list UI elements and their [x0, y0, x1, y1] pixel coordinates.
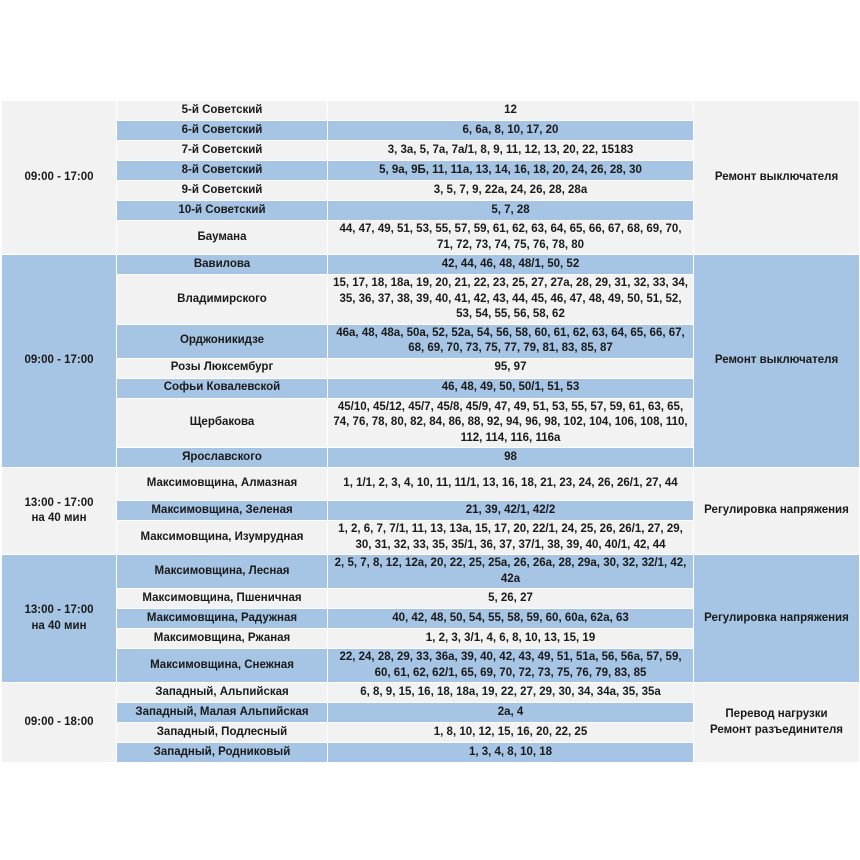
time-cell: 09:00 - 18:00 [2, 683, 117, 763]
street-cell: Щербакова [117, 398, 328, 448]
time-cell: 13:00 - 17:00 на 40 мин [2, 555, 117, 683]
houses-cell: 98 [328, 448, 694, 468]
houses-cell: 6, 8, 9, 15, 16, 18, 18а, 19, 22, 27, 29, 30, 34, 34а, 35, 35а [328, 683, 694, 703]
houses-cell: 3, 3а, 5, 7а, 7а/1, 8, 9, 11, 12, 13, 20, 22, 15183 [328, 141, 694, 161]
houses-cell: 21, 39, 42/1, 42/2 [328, 501, 694, 521]
houses-cell: 1, 3, 4, 8, 10, 18 [328, 743, 694, 763]
street-cell: Западный, Малая Альпийская [117, 703, 328, 723]
houses-cell: 2, 5, 7, 8, 12, 12а, 20, 22, 25, 25а, 26, 26а, 28, 29а, 30, 32, 32/1, 42, 42а [328, 555, 694, 589]
time-cell: 13:00 - 17:00 на 40 мин [2, 468, 117, 555]
work-type-cell: Ремонт выключателя [694, 101, 860, 255]
houses-cell: 40, 42, 48, 50, 54, 55, 58, 59, 60, 60а, 62а, 63 [328, 609, 694, 629]
houses-cell: 1, 8, 10, 12, 15, 16, 20, 22, 25 [328, 723, 694, 743]
street-cell: Максимовщина, Радужная [117, 609, 328, 629]
street-cell: Орджоникидзе [117, 324, 328, 358]
houses-cell: 46, 48, 49, 50, 50/1, 51, 53 [328, 378, 694, 398]
houses-cell: 46а, 48, 48а, 50а, 52, 52а, 54, 56, 58, 60, 61, 62, 63, 64, 65, 66, 67, 68, 69, 70, 73, 75, 77, 79, 81, 83, 85, 87 [328, 324, 694, 358]
houses-cell: 5, 26, 27 [328, 589, 694, 609]
street-cell: 10-й Советский [117, 201, 328, 221]
houses-cell: 15, 17, 18, 18а, 19, 20, 21, 22, 23, 25, 27, 27а, 28, 29, 31, 32, 33, 34, 35, 36, 37, 38, 39, 40, 41, 42, 43, 44, 45, 46, 47, 48, 49, 50, 51, 52, 53, 54, 55, 56, 58, 62 [328, 275, 694, 325]
work-type-cell: Ремонт выключателя [694, 255, 860, 468]
table-row [2, 468, 860, 501]
houses-cell: 5, 9а, 9Б, 11, 11а, 13, 14, 16, 18, 20, 24, 26, 28, 30 [328, 161, 694, 181]
street-cell: Максимовщина, Зеленая [117, 501, 328, 521]
street-cell: Софьи Ковалевской [117, 378, 328, 398]
street-cell: Максимовщина, Изумрудная [117, 521, 328, 555]
houses-cell: 6, 6а, 8, 10, 17, 20 [328, 121, 694, 141]
table-row [2, 555, 860, 589]
houses-cell: 42, 44, 46, 48, 48/1, 50, 52 [328, 255, 694, 275]
time-cell: 09:00 - 17:00 [2, 255, 117, 468]
table-row [2, 255, 860, 275]
street-cell: Максимовщина, Пшеничная [117, 589, 328, 609]
schedule-body [2, 101, 860, 763]
street-cell: Вавилова [117, 255, 328, 275]
street-cell: Максимовщина, Снежная [117, 649, 328, 683]
work-type-cell: Перевод нагрузки Ремонт разъединителя [694, 683, 860, 763]
street-cell: Западный, Родниковый [117, 743, 328, 763]
time-cell: 09:00 - 17:00 [2, 101, 117, 255]
houses-cell: 5, 7, 28 [328, 201, 694, 221]
houses-cell: 12 [328, 101, 694, 121]
street-cell: Розы Люксембург [117, 358, 328, 378]
outage-schedule-table [1, 100, 860, 763]
houses-cell: 3, 5, 7, 9, 22а, 24, 26, 28, 28а [328, 181, 694, 201]
houses-cell: 2а, 4 [328, 703, 694, 723]
houses-cell: 1, 1/1, 2, 3, 4, 10, 11, 11/1, 13, 16, 18, 21, 23, 24, 26, 26/1, 27, 44 [328, 468, 694, 501]
street-cell: 8-й Советский [117, 161, 328, 181]
houses-cell: 44, 47, 49, 51, 53, 55, 57, 59, 61, 62, 63, 64, 65, 66, 67, 68, 69, 70, 71, 72, 73, 74, 75, 76, 78, 80 [328, 221, 694, 255]
street-cell: Максимовщина, Алмазная [117, 468, 328, 501]
houses-cell: 95, 97 [328, 358, 694, 378]
houses-cell: 22, 24, 28, 29, 33, 36а, 39, 40, 42, 43, 49, 51, 51а, 56, 56а, 57, 59, 60, 61, 62, 62/1, 65, 69, 70, 72, 73, 75, 76, 79, 83, 85 [328, 649, 694, 683]
street-cell: Западный, Подлесный [117, 723, 328, 743]
houses-cell: 1, 2, 3, 3/1, 4, 6, 8, 10, 13, 15, 19 [328, 629, 694, 649]
houses-cell: 45/10, 45/12, 45/7, 45/8, 45/9, 47, 49, 51, 53, 55, 57, 59, 61, 63, 65, 74, 76, 78, 80, 82, 84, 86, 88, 92, 94, 96, 98, 102, 104, 106, 108, 110, 112, 114, 116, 116а [328, 398, 694, 448]
street-cell: Западный, Альпийская [117, 683, 328, 703]
street-cell: 5-й Советский [117, 101, 328, 121]
street-cell: Максимовщина, Лесная [117, 555, 328, 589]
table-row [2, 101, 860, 121]
work-type-cell: Регулировка напряжения [694, 468, 860, 555]
street-cell: Максимовщина, Ржаная [117, 629, 328, 649]
street-cell: 7-й Советский [117, 141, 328, 161]
table-row [2, 683, 860, 703]
street-cell: Владимирского [117, 275, 328, 325]
street-cell: 6-й Советский [117, 121, 328, 141]
street-cell: Баумана [117, 221, 328, 255]
houses-cell: 1, 2, 6, 7, 7/1, 11, 13, 13а, 15, 17, 20, 22/1, 24, 25, 26, 26/1, 27, 29, 30, 31, 32, 33, 35, 35/1, 36, 37, 37/1, 38, 39, 40, 40/1, 42, 44 [328, 521, 694, 555]
street-cell: 9-й Советский [117, 181, 328, 201]
work-type-cell: Регулировка напряжения [694, 555, 860, 683]
street-cell: Ярославского [117, 448, 328, 468]
